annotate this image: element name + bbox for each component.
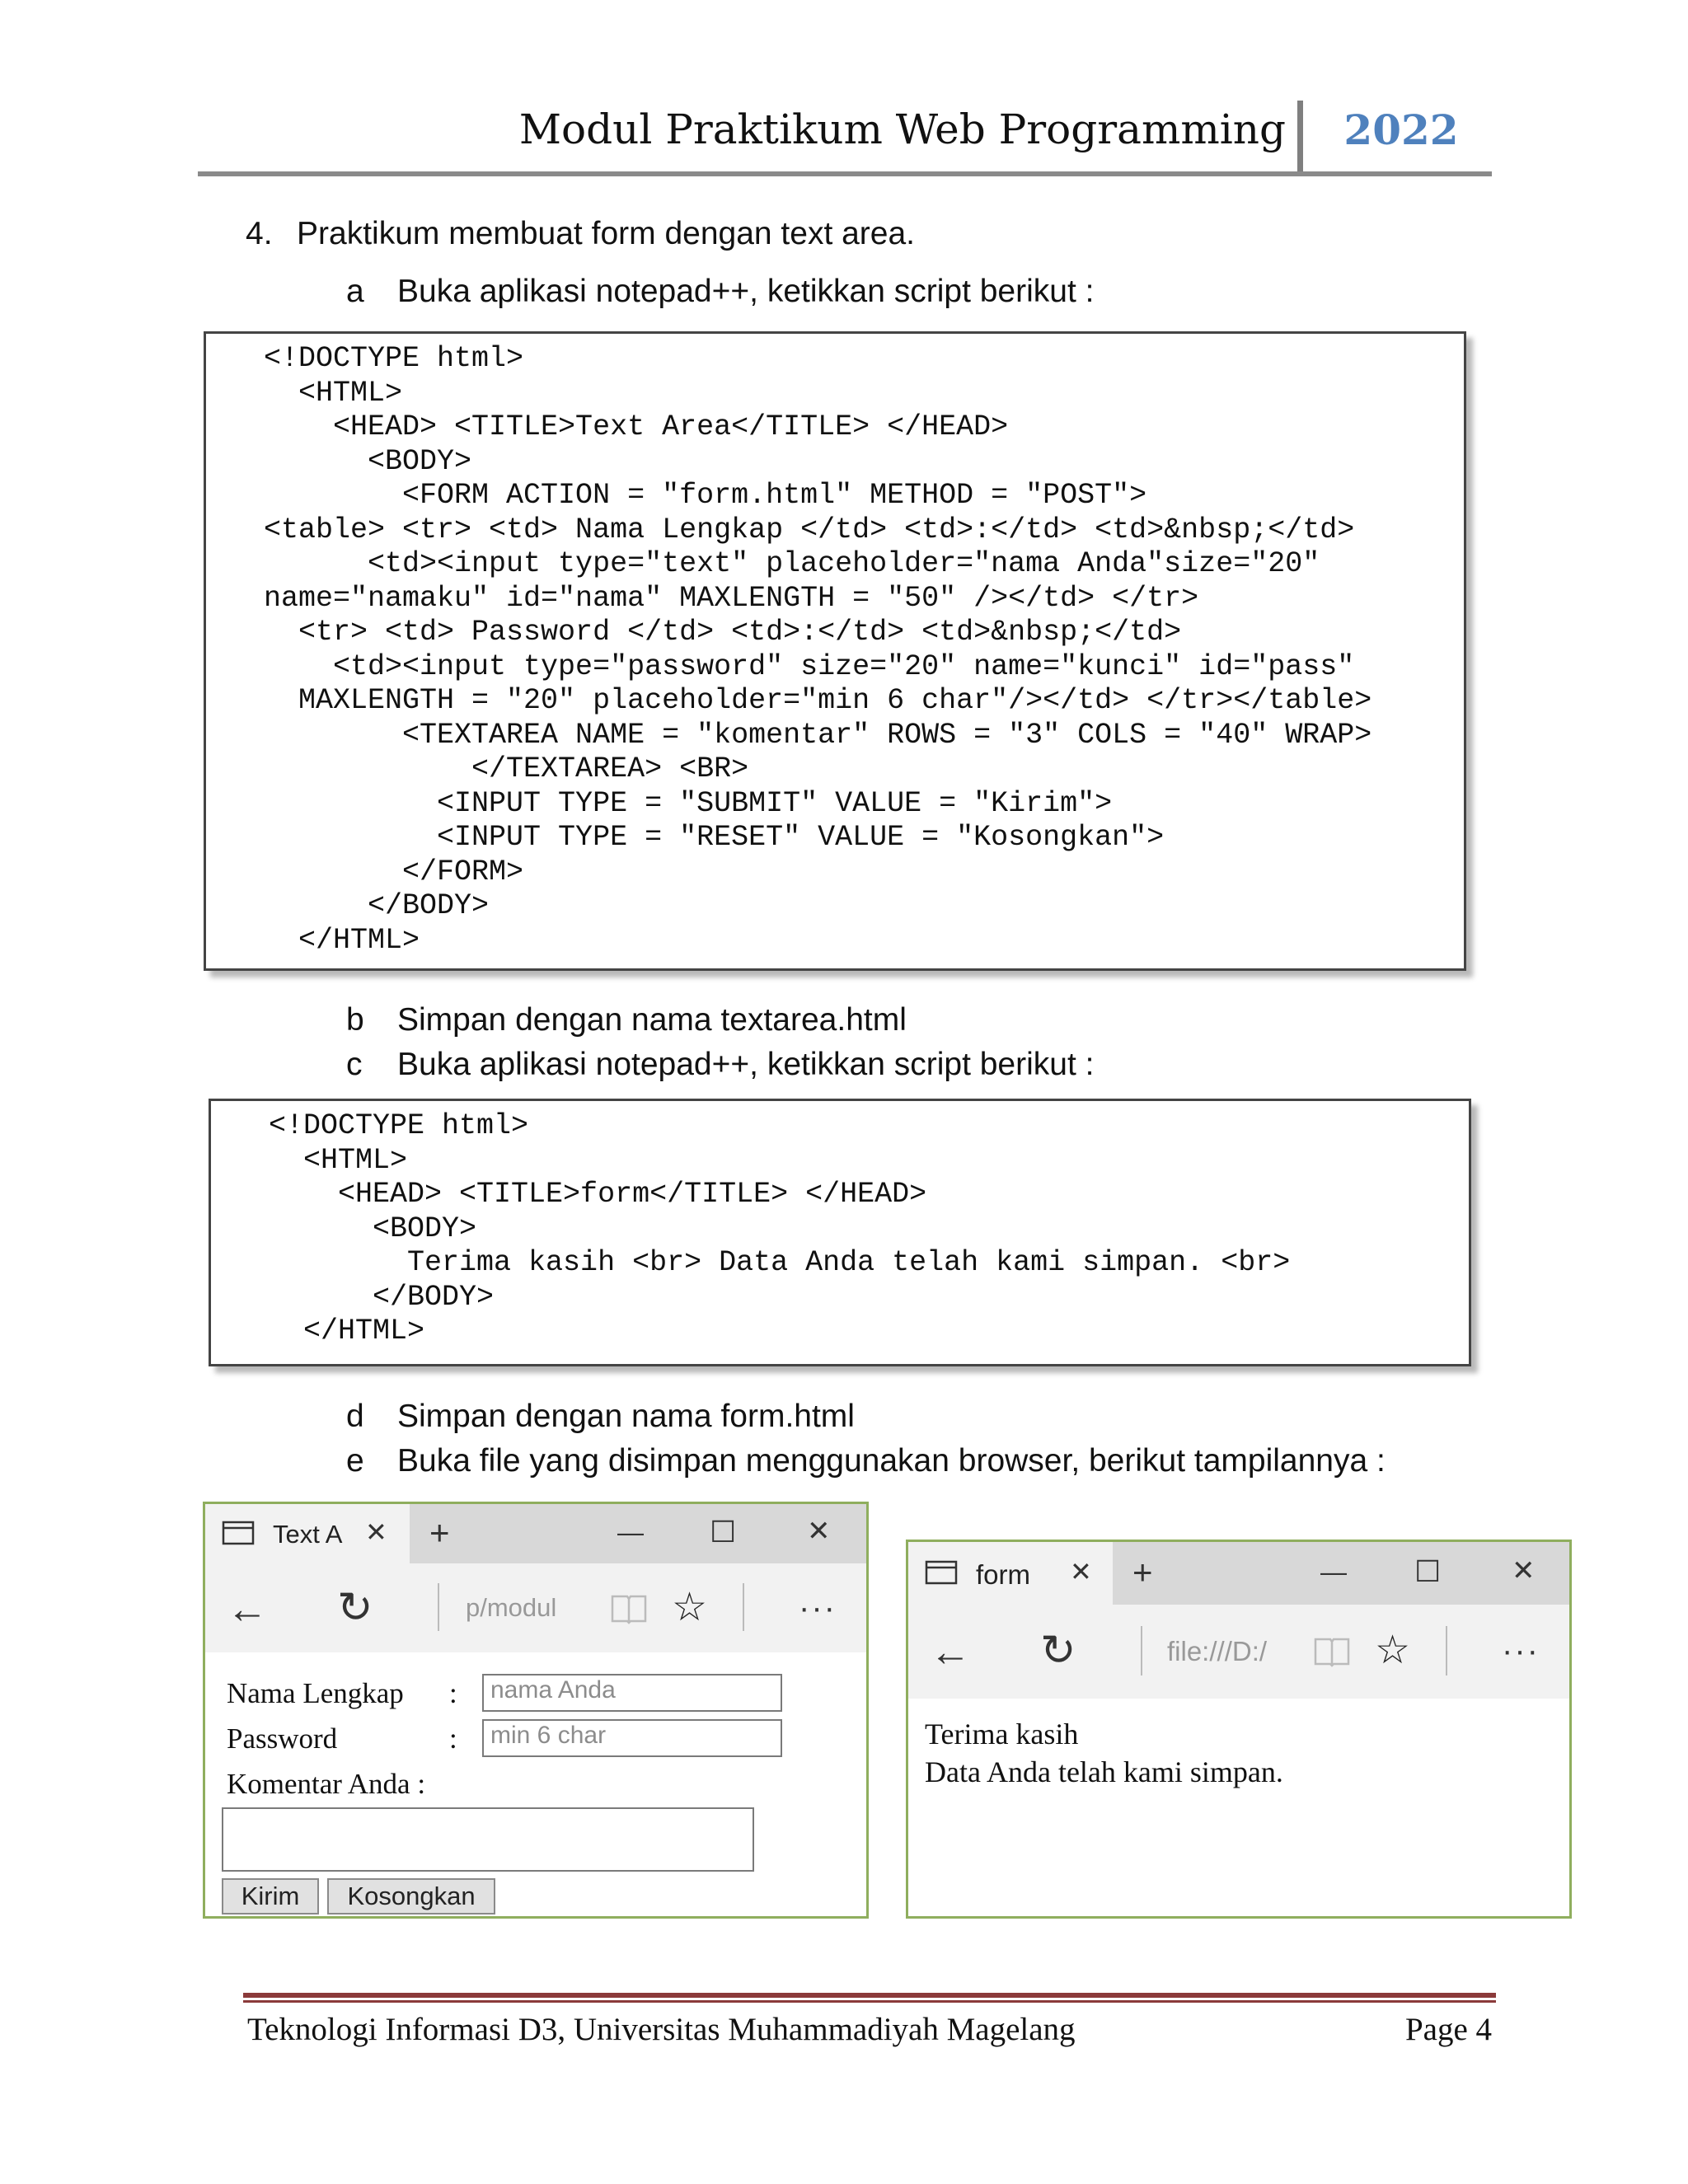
password-input[interactable]: min 6 char bbox=[482, 1719, 782, 1757]
footer-rule bbox=[243, 1993, 1496, 1998]
step-text: Simpan dengan nama textarea.html bbox=[397, 1002, 907, 1038]
step-text: Buka file yang disimpan menggunakan browser, berikut tampilannya : bbox=[397, 1443, 1386, 1479]
browser-window-textarea bbox=[203, 1502, 869, 1919]
nav-bar bbox=[908, 1605, 1569, 1699]
password-colon: : bbox=[449, 1722, 457, 1755]
step-label: a bbox=[346, 274, 364, 309]
password-label: Password bbox=[227, 1722, 338, 1755]
name-label: Nama Lengkap bbox=[227, 1677, 404, 1709]
code-text: <!DOCTYPE html> <HTML> <HEAD> <TITLE>form</TITLE> </HEAD> <BODY> Terima kasih <br> Data Anda telah kami simpan. <br> </BODY> </HTML> bbox=[269, 1109, 1291, 1347]
code-text: <!DOCTYPE html> <HTML> <HEAD> <TITLE>Text Area</TITLE> </HEAD> <BODY> <FORM ACTION = "form.html" METHOD = "POST"> <table> <tr> <td> Nama Lengkap </td> <td>:</td> <td>&nbsp;</td> <td><input type="text" placeholder="nama Anda"size="20" name="namaku" id="nama" MAXLENGTH = "50" /></td> </tr> <tr> <td> Password </td> <td>:</td> <td>&nbsp;</td> <td><input type="password" size="20" name="kunci" id="pass" MAXLENGTH = "20" placeholder="min 6 char"/></td> </tr></table> <TEXTAREA NAME = "komentar" ROWS = "3" COLS = "40" WRAP> </TEXTAREA> <BR> <INPUT TYPE = "SUBMIT" VALUE = "Kirim"> <INPUT TYPE = "RESET" VALUE = "Kosongkan"> </FORM> </BODY> </HTML> bbox=[264, 342, 1372, 957]
step-text: Simpan dengan nama form.html bbox=[397, 1399, 855, 1434]
nav-divider bbox=[438, 1583, 439, 1631]
tab-text-area[interactable] bbox=[205, 1504, 410, 1563]
tab-title: Text A bbox=[273, 1520, 343, 1549]
code-block-form bbox=[209, 1099, 1471, 1366]
refresh-icon[interactable]: ↻ bbox=[1040, 1627, 1076, 1675]
more-menu-icon[interactable]: ··· bbox=[1502, 1633, 1540, 1669]
step-label: d bbox=[346, 1399, 364, 1434]
refresh-icon[interactable]: ↻ bbox=[337, 1584, 373, 1632]
step-label: c bbox=[346, 1047, 363, 1082]
nav-divider bbox=[743, 1583, 744, 1631]
step-text: Buka aplikasi notepad++, ketikkan script berikut : bbox=[397, 274, 1095, 309]
nav-divider bbox=[1446, 1626, 1447, 1675]
step-label: e bbox=[346, 1443, 364, 1479]
footer-rule-thin bbox=[243, 2000, 1496, 2003]
step-text: Buka aplikasi notepad++, ketikkan script berikut : bbox=[397, 1047, 1095, 1082]
new-tab-icon[interactable]: + bbox=[1132, 1553, 1153, 1591]
close-window-icon[interactable]: ✕ bbox=[807, 1516, 831, 1547]
page-tab-icon bbox=[925, 1560, 958, 1585]
name-input[interactable]: nama Anda bbox=[482, 1674, 782, 1712]
page-content bbox=[908, 1699, 1569, 1916]
close-tab-icon[interactable]: ✕ bbox=[1070, 1557, 1092, 1586]
header-separator bbox=[1297, 101, 1303, 173]
more-menu-icon[interactable]: ··· bbox=[799, 1590, 837, 1626]
tab-title: form bbox=[976, 1559, 1030, 1590]
reading-view-icon[interactable] bbox=[609, 1591, 649, 1624]
footer-page-number: Page 4 bbox=[1404, 2012, 1492, 2047]
comment-textarea[interactable] bbox=[222, 1807, 754, 1872]
header-year: 2022 bbox=[1343, 105, 1459, 154]
back-icon[interactable]: ← bbox=[930, 1629, 971, 1675]
maximize-icon[interactable]: ☐ bbox=[1414, 1554, 1442, 1588]
code-block-textarea bbox=[204, 331, 1466, 971]
submit-button[interactable]: Kirim bbox=[222, 1878, 319, 1915]
saved-line: Data Anda telah kami simpan. bbox=[925, 1755, 1283, 1788]
footer-institution: Teknologi Informasi D3, Universitas Muhammadiyah Magelang bbox=[247, 2012, 1076, 2047]
thanks-line: Terima kasih bbox=[925, 1718, 1079, 1750]
favorite-star-icon[interactable]: ☆ bbox=[672, 1586, 708, 1629]
reset-button[interactable]: Kosongkan bbox=[327, 1878, 495, 1915]
close-window-icon[interactable]: ✕ bbox=[1512, 1555, 1536, 1586]
address-bar[interactable]: p/modul bbox=[466, 1593, 557, 1622]
back-icon[interactable]: ← bbox=[227, 1586, 268, 1632]
address-bar[interactable]: file:///D:/ bbox=[1167, 1636, 1268, 1666]
new-tab-icon[interactable]: + bbox=[429, 1513, 450, 1552]
favorite-star-icon[interactable]: ☆ bbox=[1375, 1629, 1411, 1672]
page-content bbox=[205, 1652, 866, 1916]
tab-bar bbox=[908, 1542, 1569, 1605]
close-tab-icon[interactable]: ✕ bbox=[365, 1517, 387, 1547]
minimize-icon[interactable]: — bbox=[617, 1517, 644, 1547]
header-title: Modul Praktikum Web Programming bbox=[518, 105, 1286, 153]
tab-form[interactable] bbox=[908, 1542, 1113, 1605]
nav-divider bbox=[1141, 1626, 1142, 1675]
header-rule bbox=[198, 171, 1492, 176]
reading-view-icon[interactable] bbox=[1312, 1634, 1352, 1667]
section-number: 4. bbox=[246, 216, 273, 251]
step-label: b bbox=[346, 1002, 364, 1038]
minimize-icon[interactable]: — bbox=[1320, 1557, 1347, 1586]
comment-label: Komentar Anda : bbox=[227, 1768, 426, 1800]
maximize-icon[interactable]: ☐ bbox=[710, 1515, 737, 1549]
page-tab-icon bbox=[222, 1521, 255, 1545]
tab-bar bbox=[205, 1504, 866, 1563]
name-colon: : bbox=[449, 1677, 457, 1709]
nav-bar bbox=[205, 1563, 866, 1652]
section-title: Praktikum membuat form dengan text area. bbox=[297, 216, 916, 251]
browser-window-form bbox=[906, 1540, 1572, 1919]
